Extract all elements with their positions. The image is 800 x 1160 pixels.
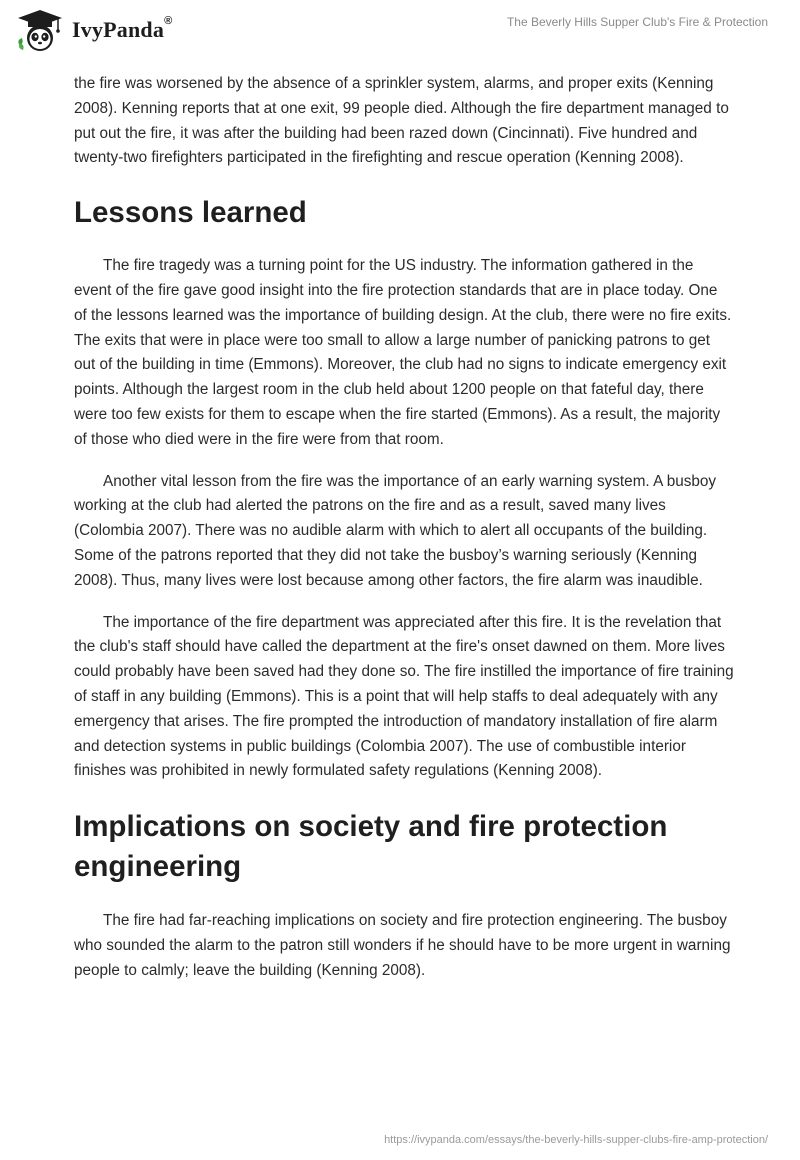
- document-title: The Beverly Hills Supper Club's Fire & Protection: [506, 15, 768, 29]
- panda-graduate-icon: [14, 8, 66, 52]
- heading-implications: Implications on society and fire protection engineering: [74, 810, 668, 884]
- paragraph-lessons-3: The importance of the fire department was appreciated after this fire. It is the revelation that the club's staff should have called the department at the fire's onset dawned on them. More lives could probably have been saved had they done so. The fire instilled the importance of fire training of staff in any building (Emmons). This is a point that will help staffs to deal adequately with any emergency that arises. The fire prompted the introduction of mandatory installation of fire alarm and detection systems in public buildings (Colombia 2007). The use of combustible interior finishes was prohibited in newly formulated safety regulations (Kenning 2008).: [74, 613, 734, 780]
- page-header: [0, 0, 800, 64]
- heading-lessons-learned: Lessons learned: [74, 196, 307, 230]
- paragraph-intro: the fire was worsened by the absence of a sprinkler system, alarms, and proper exits (Kenning 2008). Kenning reports that at one exit, 99 people died. Although the fire department managed to put out the fire, it was after the building had been razed down (Cincinnati). Five hundred and twenty-two firefighters participated in the firefighting and rescue operation (Kenning 2008).: [74, 75, 729, 167]
- brand-name: IvyPanda®: [72, 15, 173, 42]
- source-url[interactable]: https://ivypanda.com/essays/the-beverly-hills-supper-clubs-fire-amp-protection/: [384, 1134, 768, 1146]
- brand-logo[interactable]: [14, 8, 172, 52]
- paragraph-lessons-2: Another vital lesson from the fire was the importance of an early warning system. A busboy working at the club had alerted the patrons on the fire and as a result, saved many lives (Colombia 2007). There was no audible alarm with which to alert all occupants of the building. Some of the patrons reported that they did not take the busboy’s warning seriously (Kenning 2008). Thus, many lives were lost because among other factors, the fire alarm was inaudible.: [74, 472, 717, 589]
- paragraph-implications-1: The fire had far-reaching implications on society and fire protection engineering. The busboy who sounded the alarm to the patron still wonders if he should have to be more urgent in warning people to calmly; leave the building (Kenning 2008).: [74, 912, 731, 979]
- paragraph-lessons-1: The fire tragedy was a turning point for the US industry. The information gathered in the event of the fire gave good insight into the fire protection standards that are in place today. One of the lessons learned was the importance of building design. At the club, there were no fire exits. The exits that were in place were too small to allow a large number of panicking patrons to get out of the building in time (Emmons). Moreover, the club had no signs to indicate emergency exit points. Although the largest room in the club held about 1200 people on that fateful day, there were too few exists for them to escape when the fire started (Emmons). As a result, the majority of those who died were in the fire were from that room.: [74, 257, 732, 448]
- essay-body: [74, 72, 734, 984]
